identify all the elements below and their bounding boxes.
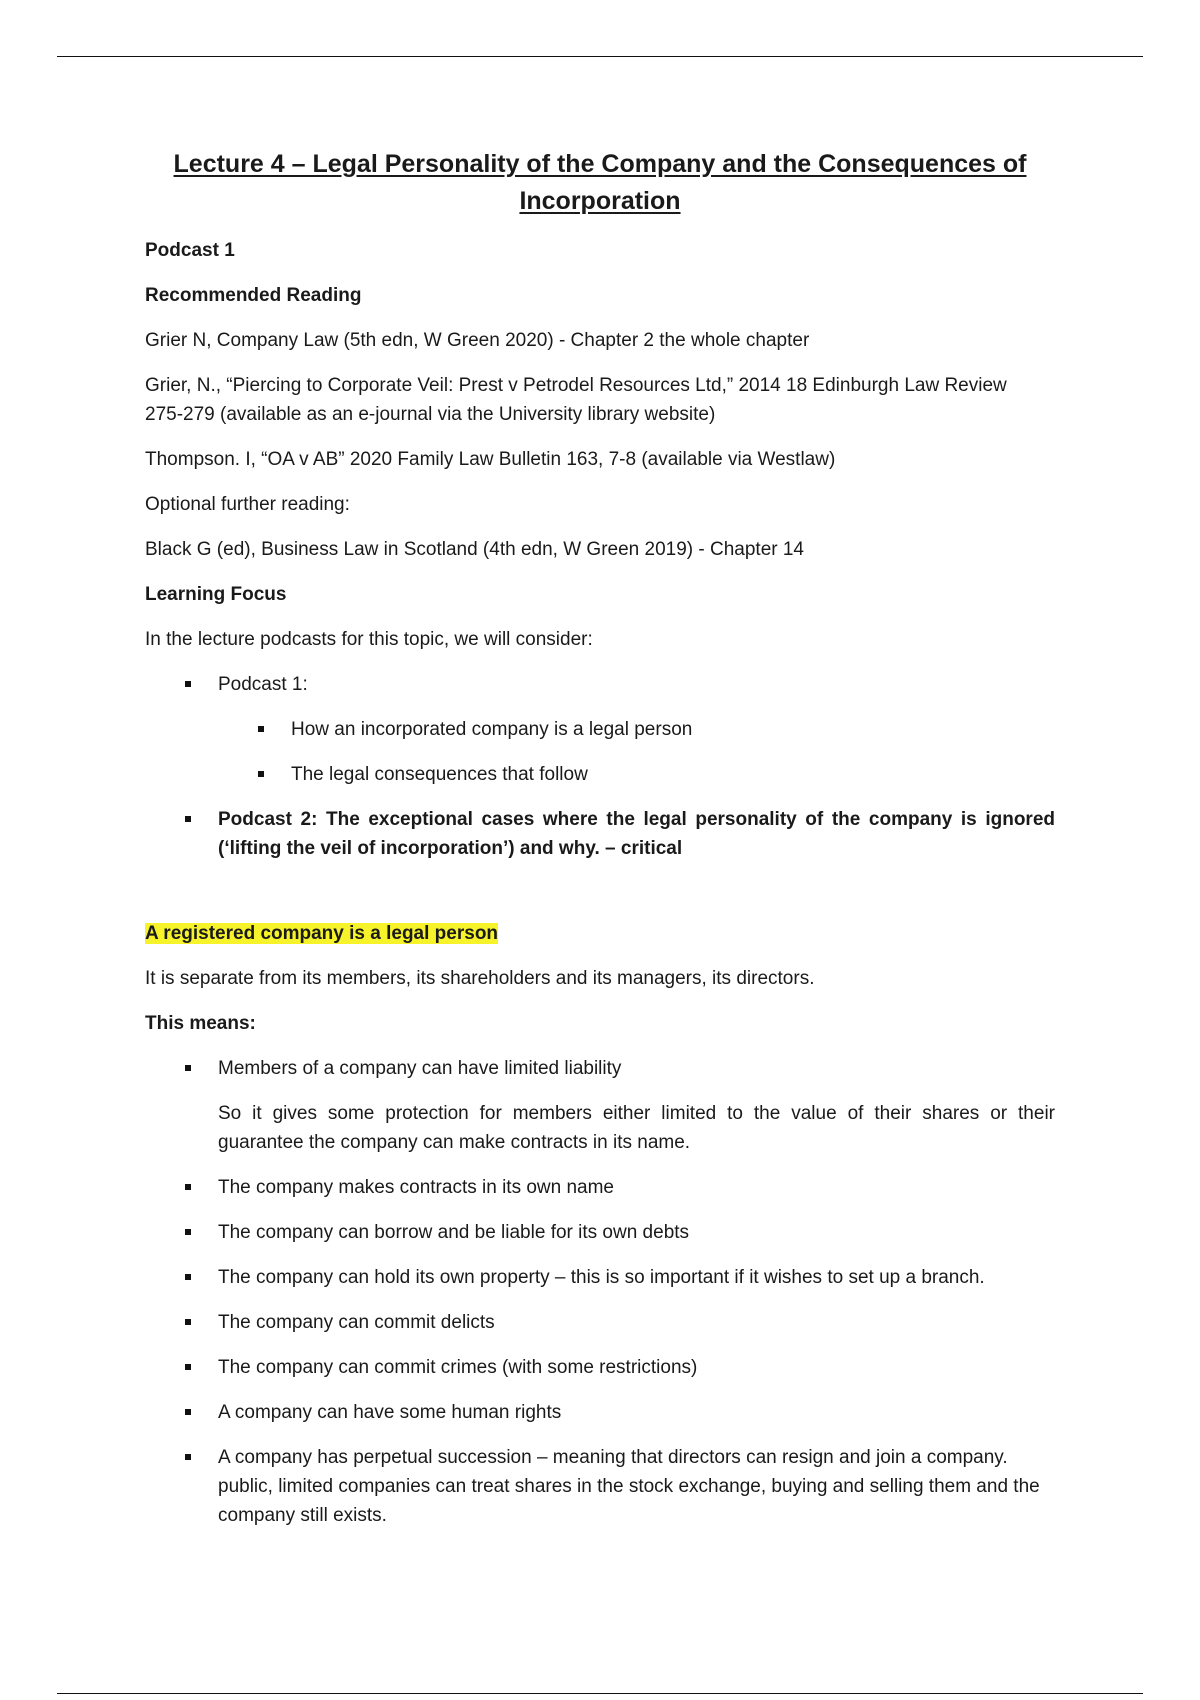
podcast-heading: Podcast 1: [145, 240, 235, 261]
section-intro: It is separate from its members, its shareholders and its managers, its directors.: [145, 968, 815, 989]
focus-subitem: The legal consequences that follow: [145, 760, 1055, 789]
reading-item: Grier, N., “Piercing to Corporate Veil: Prest v Petrodel Resources Ltd,” 2014 18 Edinburgh Law Review 275-279 (available as an e-journal via the University library website): [145, 375, 1007, 425]
means-item: The company can commit delicts: [145, 1308, 1055, 1337]
means-item: The company makes contracts in its own name: [145, 1173, 1055, 1202]
focus-list: [145, 670, 1055, 699]
means-list: [145, 1054, 1055, 1083]
focus-sublist: [145, 715, 1055, 789]
this-means-label: This means:: [145, 1013, 256, 1034]
means-item: A company can have some human rights: [145, 1398, 1055, 1427]
section-heading: A registered company is a legal person: [145, 923, 499, 944]
means-item: The company can commit crimes (with some restrictions): [145, 1353, 1055, 1382]
focus-list-2: [145, 805, 1055, 863]
lecture-title: [145, 146, 1055, 220]
focus-item: Podcast 1:: [145, 670, 1055, 699]
means-item: Members of a company can have limited liability: [145, 1054, 1055, 1083]
means-item: The company can borrow and be liable for its own debts: [145, 1218, 1055, 1247]
recommended-reading-heading: Recommended Reading: [145, 285, 362, 306]
optional-reading-item: Black G (ed), Business Law in Scotland (4th edn, W Green 2019) - Chapter 14: [145, 539, 804, 560]
lecture-title-line-1: Lecture 4 – Legal Personality of the Company and the Consequences of: [173, 150, 1027, 178]
section-heading-wrap: [145, 919, 1055, 948]
optional-reading-label: Optional further reading:: [145, 494, 350, 515]
focus-item: Podcast 2: The exceptional cases where the legal personality of the company is ignored (‘lifting the veil of incorporation’) and why. – critical: [145, 805, 1055, 863]
focus-subitem: How an incorporated company is a legal person: [145, 715, 1055, 744]
bottom-rule: [57, 1693, 1143, 1694]
means-item: The company can hold its own property – this is so important if it wishes to set up a branch.: [145, 1263, 1055, 1292]
document-page: [145, 146, 1055, 1546]
top-rule: [57, 56, 1143, 57]
reading-item: Thompson. I, “OA v AB” 2020 Family Law Bulletin 163, 7-8 (available via Westlaw): [145, 449, 836, 470]
reading-item: Grier N, Company Law (5th edn, W Green 2020) - Chapter 2 the whole chapter: [145, 330, 810, 351]
learning-focus-heading: Learning Focus: [145, 584, 287, 605]
means-item: A company has perpetual succession – meaning that directors can resign and join a company. public, limited companies can treat shares in the stock exchange, buying and selling them and the company still exists.: [145, 1443, 1055, 1530]
means-note: So it gives some protection for members either limited to the value of their shares or their guarantee the company can make contracts in its name.: [218, 1103, 1055, 1153]
lecture-title-line-2: Incorporation: [519, 187, 681, 215]
learning-focus-intro: In the lecture podcasts for this topic, we will consider:: [145, 629, 593, 650]
means-list-2: [145, 1173, 1055, 1530]
spacer: [145, 879, 1055, 919]
